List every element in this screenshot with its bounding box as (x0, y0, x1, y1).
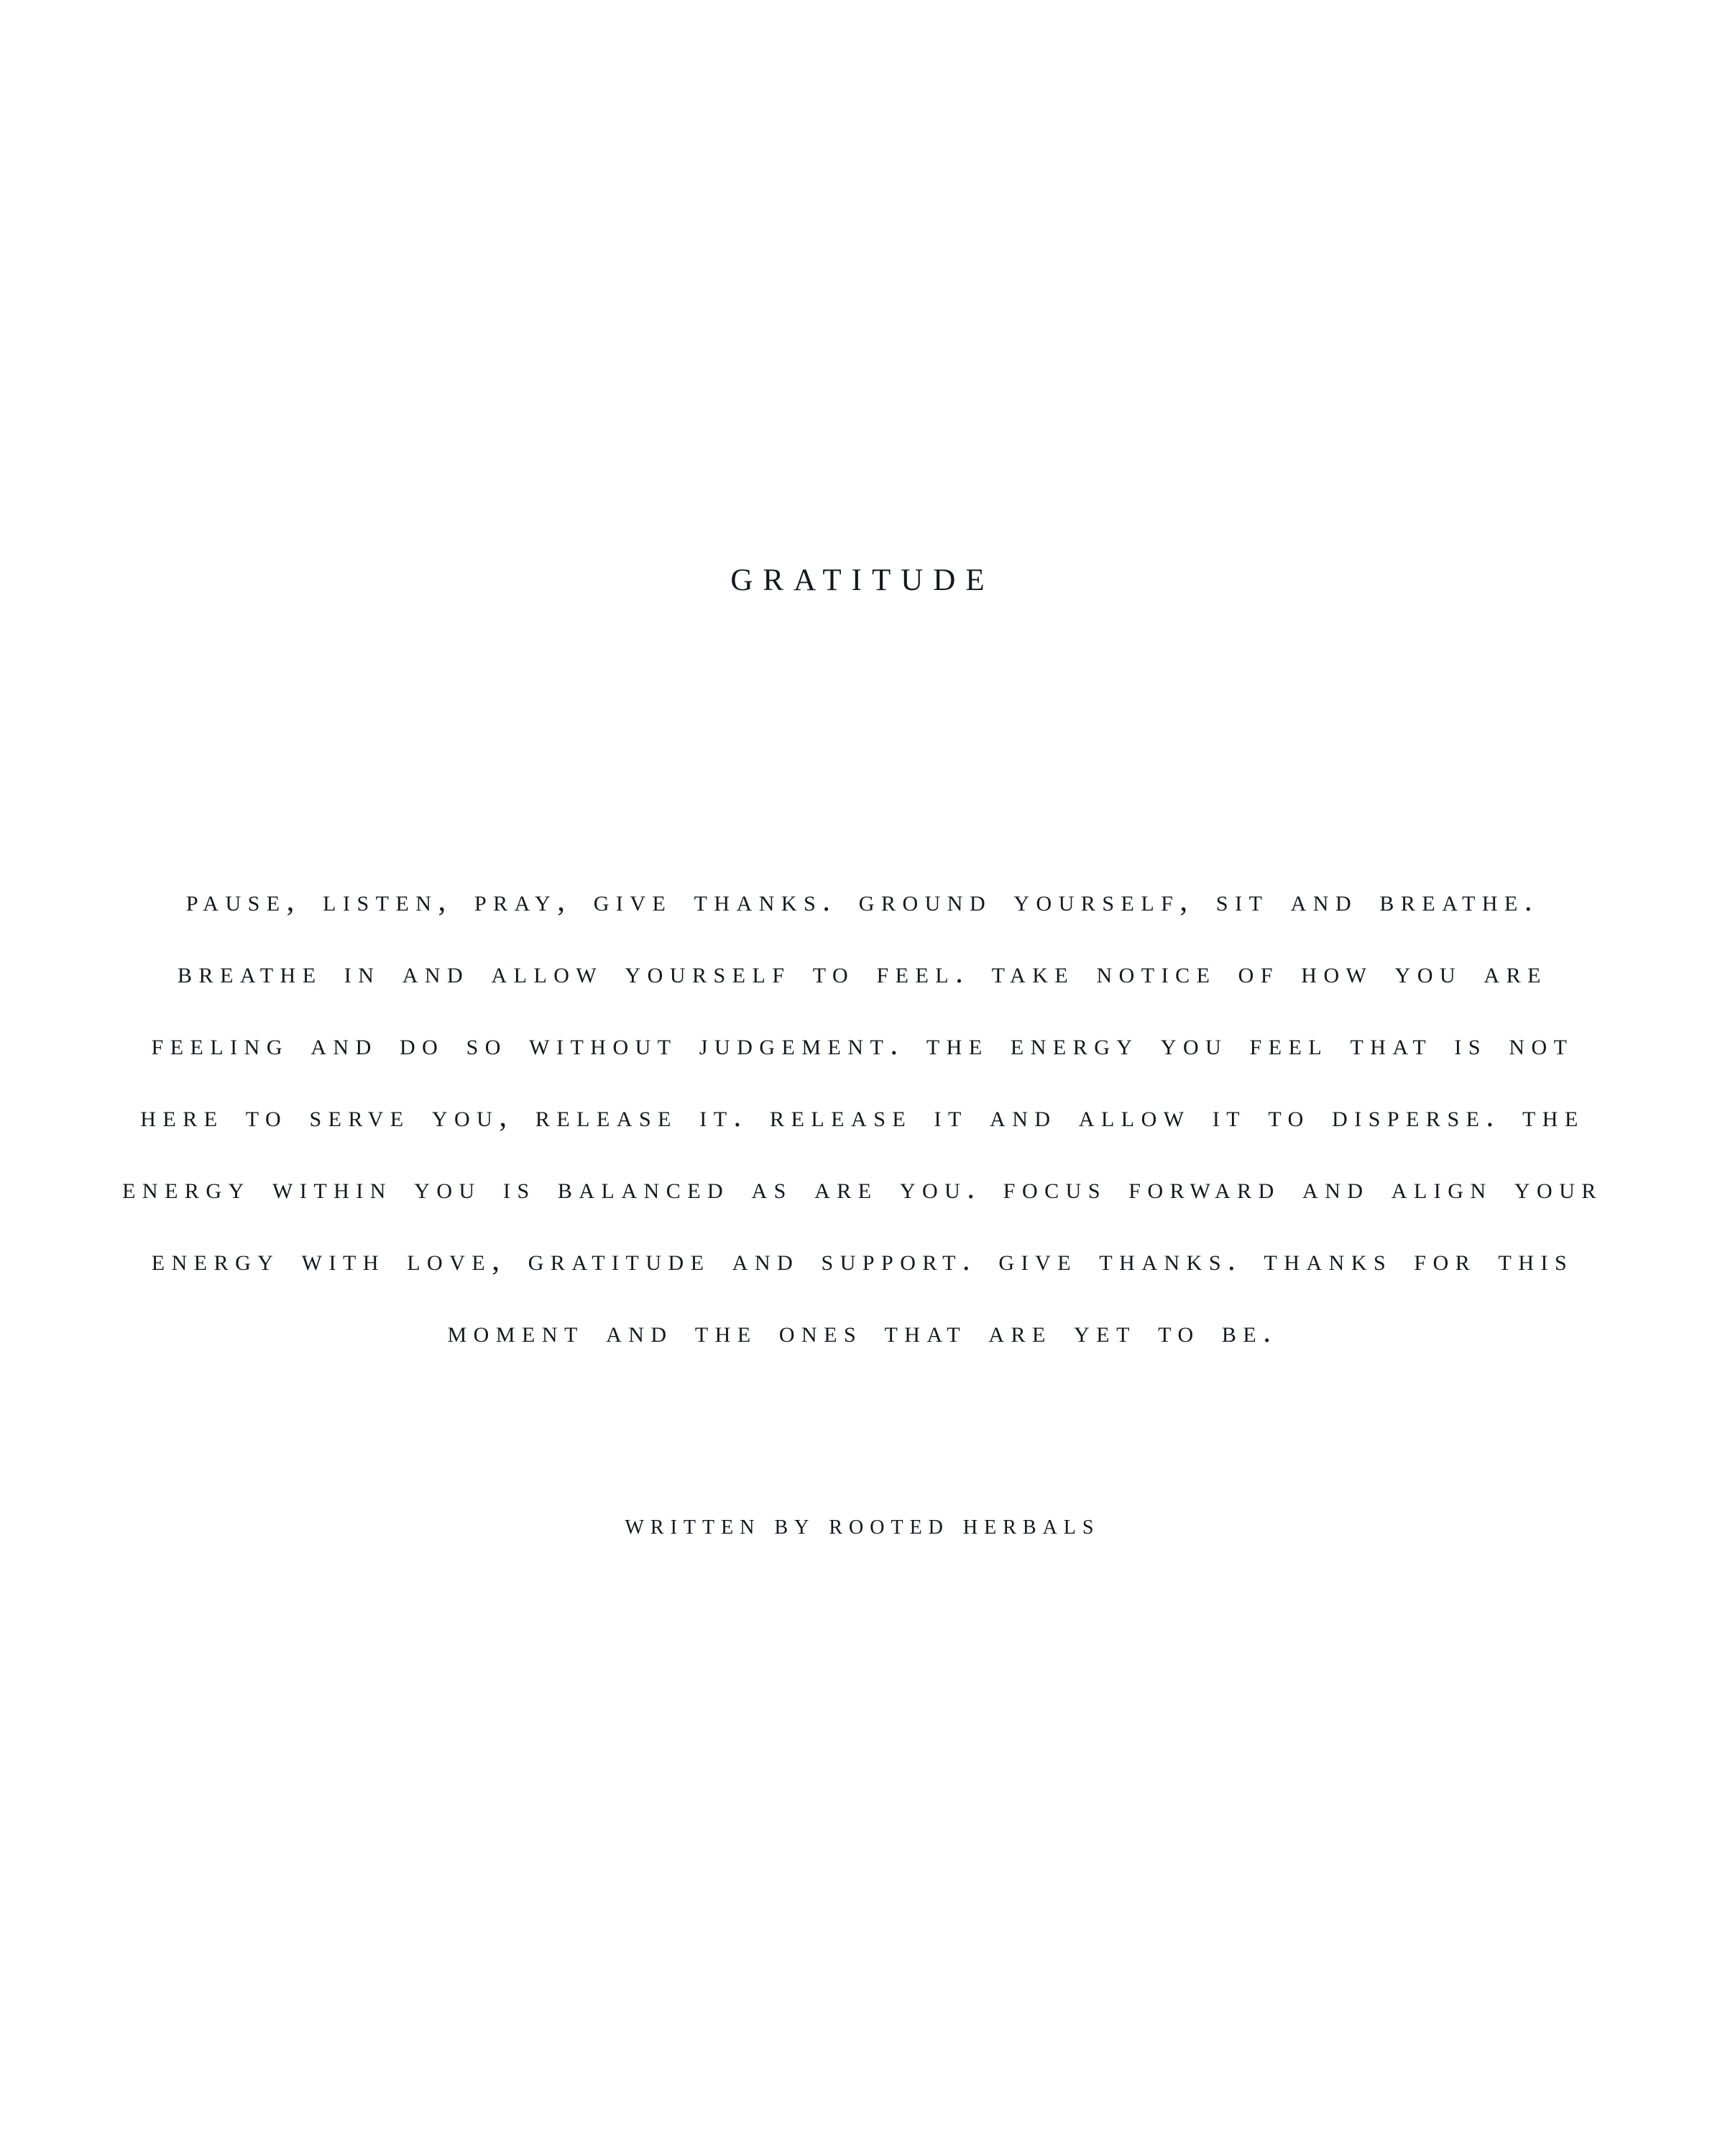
author-credit: written by rooted herbals (625, 1507, 1100, 1540)
body-paragraph: pause, listen, pray, give thanks. ground yourself, sit and breathe. breathe in and allow yourself to feel. take notice of how you are feeling and do so without judgement. the energy you feel that is not here to serve you, release it. release it and allow it to disperse. the energy within you is balanced as are you. focus forward and align your energy with love, gratitude and support. give thanks. thanks for this moment and the ones that are yet to be. (122, 883, 1603, 1349)
page-title: gratitude (730, 551, 995, 600)
